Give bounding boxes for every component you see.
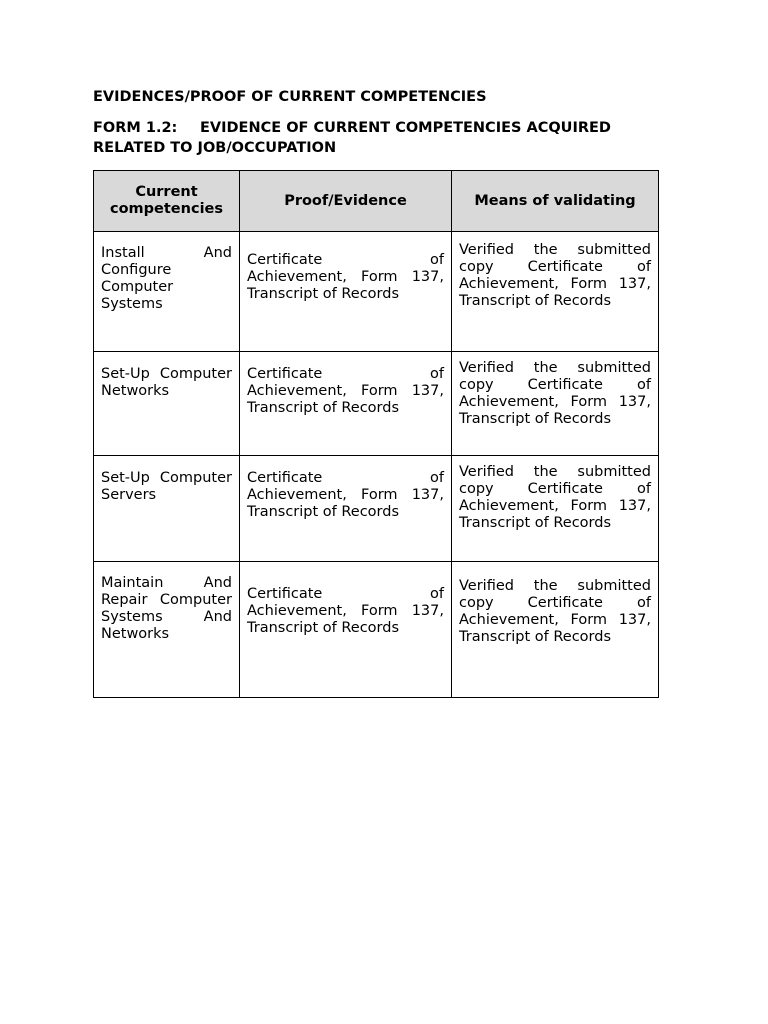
header-proof-evidence: Proof/Evidence: [240, 171, 452, 232]
means-cell: Verified the submitted copy Certificate of Achievement, Form 137, Transcript of Records: [452, 352, 659, 456]
competency-cell: Install And Configure Computer Systems: [94, 232, 240, 352]
means-cell: Verified the submitted copy Certificate of Achievement, Form 137, Transcript of Records: [452, 456, 659, 562]
form-number: FORM 1.2:: [93, 120, 178, 136]
competency-cell: Maintain And Repair Computer Systems And Networks: [94, 562, 240, 698]
page-heading: EVIDENCES/PROOF OF CURRENT COMPETENCIES: [93, 89, 487, 105]
table-row: [94, 232, 659, 352]
header-means-of-validating: Means of validating: [452, 171, 659, 232]
competencies-table: [93, 170, 659, 698]
form-title-line-1: [93, 118, 673, 138]
table-row: [94, 352, 659, 456]
table-row: [94, 562, 659, 698]
proof-cell: Certificate of Achievement, Form 137, Transcript of Records: [240, 232, 452, 352]
proof-cell: Certificate of Achievement, Form 137, Transcript of Records: [240, 562, 452, 698]
form-title-text-1: EVIDENCE OF CURRENT COMPETENCIES ACQUIRED: [200, 120, 611, 136]
means-cell: Verified the submitted copy Certificate of Achievement, Form 137, Transcript of Records: [452, 562, 659, 698]
proof-cell: Certificate of Achievement, Form 137, Transcript of Records: [240, 352, 452, 456]
form-title-text-2: RELATED TO JOB/OCCUPATION: [93, 140, 337, 156]
means-cell: Verified the submitted copy Certificate of Achievement, Form 137, Transcript of Records: [452, 232, 659, 352]
proof-cell: Certificate of Achievement, Form 137, Transcript of Records: [240, 456, 452, 562]
competency-cell: Set-Up Computer Servers: [94, 456, 240, 562]
table-row: [94, 456, 659, 562]
form-title: [93, 118, 673, 158]
competency-cell: Set-Up Computer Networks: [94, 352, 240, 456]
header-current-competencies: Current competencies: [94, 171, 240, 232]
table-header-row: [94, 171, 659, 232]
